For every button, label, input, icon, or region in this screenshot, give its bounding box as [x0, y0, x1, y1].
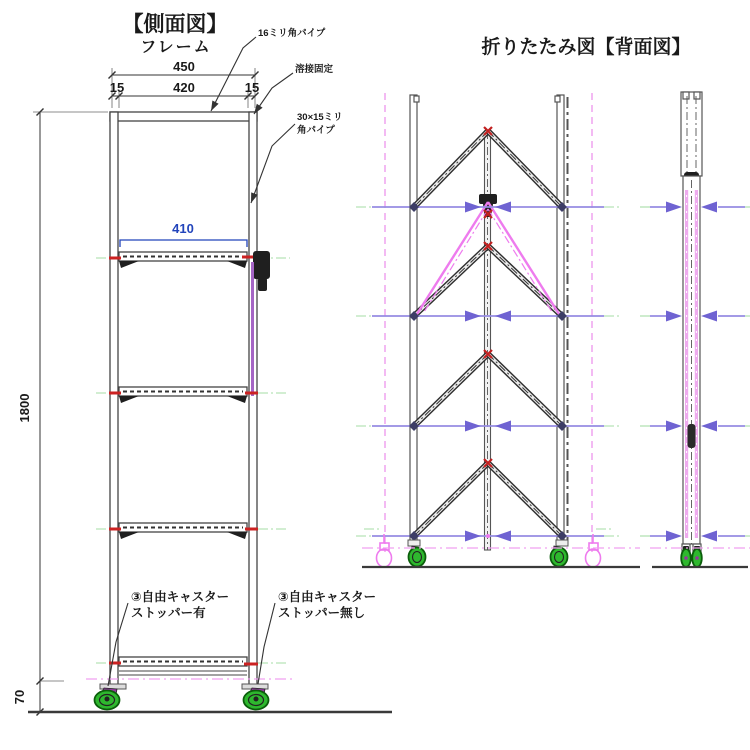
- phantom-caster-right: [586, 534, 601, 567]
- folded-caster-left: [408, 540, 426, 567]
- folded-caster-right: [551, 540, 569, 567]
- profile-top-block: [681, 92, 702, 176]
- fold-hinge: [253, 251, 270, 279]
- folded-view-title: 折りたたみ図【背面図】: [481, 37, 691, 58]
- caster-free-line1: ③自由キャスター: [278, 590, 377, 604]
- folded-rear-figure: [356, 35, 691, 567]
- side-view-titles: [123, 12, 228, 56]
- caster-free-line2: ストッパー無し: [278, 606, 366, 620]
- side-view-title: 【側面図】: [122, 13, 228, 36]
- dim-shelf-width: [120, 221, 247, 247]
- dim-450-label: 450: [173, 59, 195, 74]
- callout-caster-free: [258, 589, 376, 684]
- dim-sub-widths: [109, 80, 260, 108]
- callout-pipe30x15-line2: 角パイプ: [297, 125, 335, 136]
- phantom-caster-left: [377, 534, 392, 567]
- frame-left-post: [110, 112, 118, 686]
- dim-70-label: 70: [12, 689, 27, 705]
- callout-pipe30x15-line1: 30×15ミリ: [297, 112, 343, 123]
- dim-15-left-label: 15: [109, 80, 125, 95]
- callout-pipe30x15: [251, 112, 343, 203]
- caster-right: [242, 684, 269, 710]
- caster-left: [95, 684, 127, 710]
- dim-15-right-label: 15: [244, 80, 260, 95]
- side-view-figure: [12, 12, 392, 716]
- callout-weld: [254, 63, 334, 114]
- folded-profile-figure: [640, 92, 750, 567]
- shelf-1: [96, 251, 290, 396]
- frame-top-pipe: [110, 112, 257, 121]
- side-view-subtitle: フレーム: [140, 39, 212, 56]
- dim-410-label: 410: [172, 221, 194, 236]
- dim-420-label: 420: [173, 80, 195, 95]
- caster-stopper-line1: ③自由キャスター: [131, 590, 230, 604]
- dim-heights: [12, 109, 108, 716]
- callout-weld-label: 溶接固定: [295, 64, 334, 75]
- dim-1800-label: 1800: [17, 393, 32, 423]
- callout-pipe16-label: 16ミリ角パイプ: [258, 28, 326, 39]
- caster-stopper-line2: ストッパー有: [131, 606, 206, 620]
